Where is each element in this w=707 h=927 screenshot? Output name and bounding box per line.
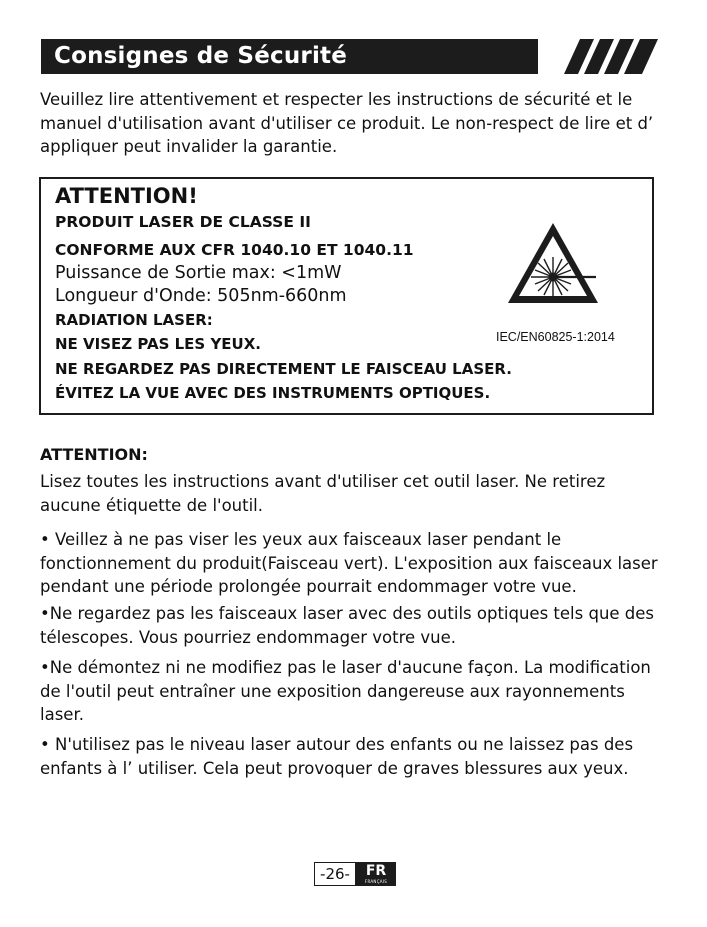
header-bar [41,39,538,74]
laser-warning-box [39,177,654,415]
list-item: • N'utilisez pas le niveau laser autour des enfants ou ne laissez pas des enfants à l’ utiliser. Cela peut provoquer de graves blessures aux yeux. [40,735,634,778]
language-badge [356,862,396,886]
section-lead: Lisez toutes les instructions avant d'utiliser cet outil laser. Ne retirez aucune étiquette de l'outil. [40,472,606,515]
wavelength-line: Longueur d'Onde: 505nm-660nm [55,286,347,306]
language-code: FR [365,863,387,879]
eyes-line: NE VISEZ PAS LES YEUX. [55,335,261,353]
language-name: FRANÇAIS [364,879,388,884]
header-stripes [538,39,658,74]
list-item: • Veillez à ne pas viser les yeux aux faisceaux laser pendant le fonctionnement du produit(Faisceau vert). L'exposition aux faisceaux laser pendant une période prolongée pourrait endommager votre vue. [40,530,658,596]
beam-line: NE REGARDEZ PAS DIRECTEMENT LE FAISCEAU LASER. [55,360,512,378]
power-line: Puissance de Sortie max: <1mW [55,263,342,283]
warning-heading: ATTENTION! [55,184,198,208]
laser-warning-triangle-icon [506,221,600,307]
section-header [41,39,658,74]
list-item: •Ne démontez ni ne modifiez pas le laser d'aucune façon. La modification de l'outil peut entraîner une exposition dangereuse aux rayonnements laser. [40,658,651,724]
conformity-line: CONFORME AUX CFR 1040.10 ET 1040.11 [55,241,414,259]
list-item: •Ne regardez pas les faisceaux laser avec des outils optiques tels que des télescopes. Vous pourriez endommager votre vue. [40,604,655,647]
laser-class-line: PRODUIT LASER DE CLASSE II [55,213,311,231]
optics-line: ÉVITEZ LA VUE AVEC DES INSTRUMENTS OPTIQUES. [55,384,491,402]
section-heading: ATTENTION: [40,445,148,464]
radiation-line: RADIATION LASER: [55,311,213,329]
page-number: -26- [314,862,356,886]
page-title: Consignes de Sécurité [54,43,348,69]
intro-paragraph: Veuillez lire attentivement et respecter les instructions de sécurité et le manuel d'utilisation avant d'utiliser ce produit. Le non-respect de lire et d’ appliquer peut invalider la garantie. [40,90,654,156]
iec-standard-label: IEC/EN60825-1:2014 [496,330,615,344]
